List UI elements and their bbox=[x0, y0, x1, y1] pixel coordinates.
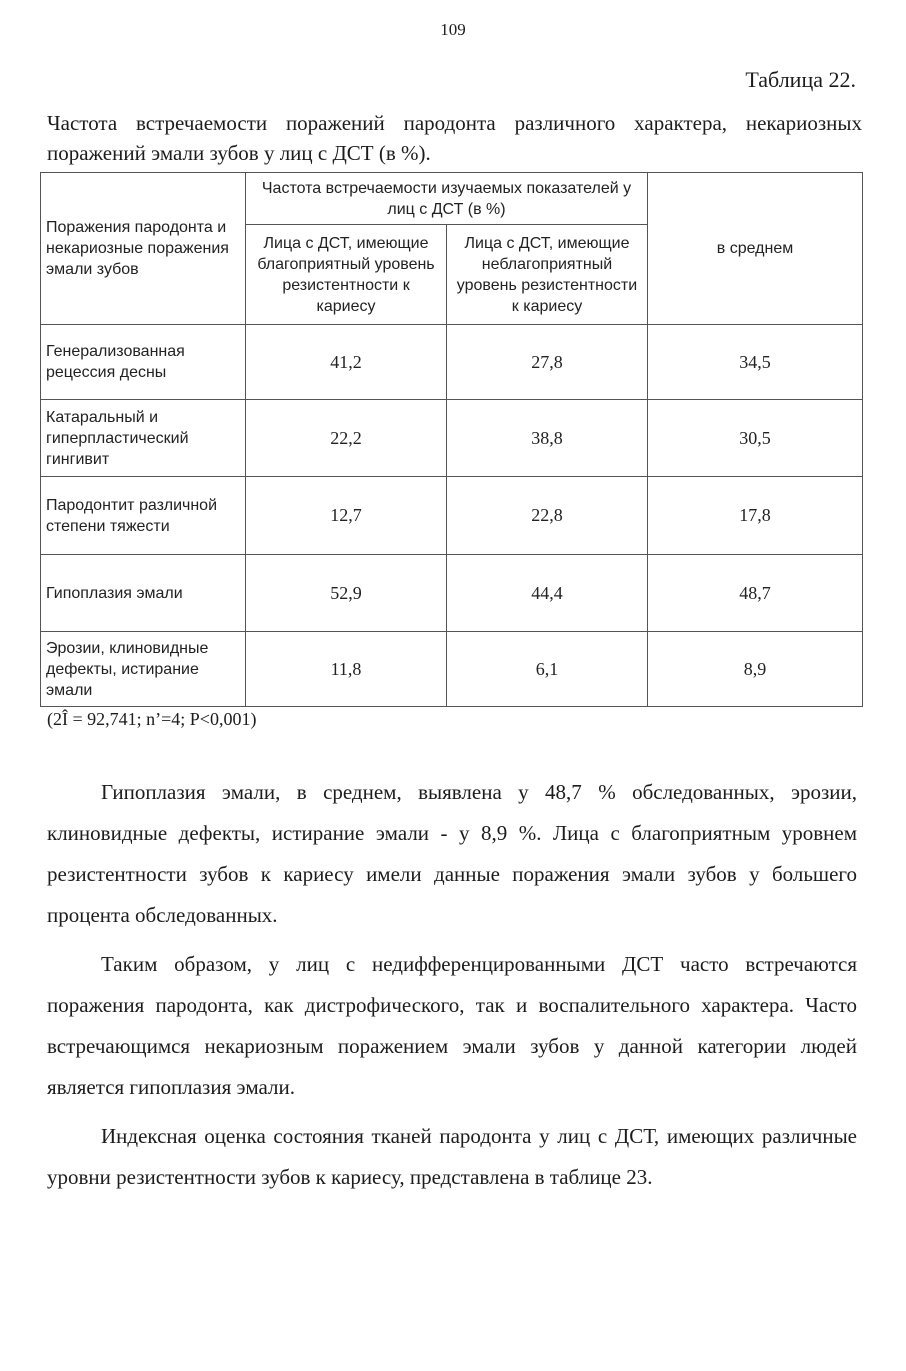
average-value: 48,7 bbox=[648, 555, 863, 632]
unfavorable-value: 38,8 bbox=[447, 400, 648, 477]
average-value: 34,5 bbox=[648, 325, 863, 400]
row-label: Пародонтит различной степени тяжести bbox=[41, 477, 246, 555]
average-value: 30,5 bbox=[648, 400, 863, 477]
favorable-header-cell: Лица с ДСТ, имеющие благоприятный уровень резистентности к кариесу bbox=[246, 225, 447, 325]
paragraph: Индексная оценка состояния тканей пародонта у лиц с ДСТ, имеющих различные уровни резистентности зубов к кариесу, представлена в таблице 23. bbox=[47, 1124, 857, 1189]
table-header-row bbox=[41, 173, 863, 225]
table-row bbox=[41, 325, 863, 400]
row-header-cell: Поражения пародонта и некариозные поражения эмали зубов bbox=[41, 173, 246, 325]
data-table bbox=[40, 172, 863, 707]
favorable-value: 52,9 bbox=[246, 555, 447, 632]
unfavorable-value: 44,4 bbox=[447, 555, 648, 632]
average-value: 17,8 bbox=[648, 477, 863, 555]
table-row bbox=[41, 632, 863, 707]
page-number: 109 bbox=[440, 20, 466, 39]
row-label: Гипоплазия эмали bbox=[41, 555, 246, 632]
row-label: Эрозии, клиновидные дефекты, истирание эмали bbox=[41, 632, 246, 707]
group-header-cell: Частота встречаемости изучаемых показателей у лиц с ДСТ (в %) bbox=[246, 173, 648, 225]
unfavorable-value: 27,8 bbox=[447, 325, 648, 400]
body-text bbox=[47, 772, 857, 1206]
unfavorable-header-cell: Лица с ДСТ, имеющие неблагоприятный уровень резистентности к кариесу bbox=[447, 225, 648, 325]
row-label: Катаральный и гиперпластический гингивит bbox=[41, 400, 246, 477]
paragraph: Таким образом, у лиц с недифференцированными ДСТ часто встречаются поражения пародонта, как дистрофического, так и воспалительного характера. Часто встречающимся некариозным поражением эмали зубов у данной категории людей является гипоплазия эмали. bbox=[47, 952, 857, 1099]
statistics-note: (2Î = 92,741; n’=4; P<0,001) bbox=[47, 709, 257, 729]
favorable-value: 11,8 bbox=[246, 632, 447, 707]
table-row bbox=[41, 555, 863, 632]
average-value: 8,9 bbox=[648, 632, 863, 707]
row-label: Генерализованная рецессия десны bbox=[41, 325, 246, 400]
unfavorable-value: 22,8 bbox=[447, 477, 648, 555]
table-caption: Частота встречаемости поражений пародонта различного характера, некариозных поражений эмали зубов у лиц с ДСТ (в %). bbox=[47, 111, 862, 165]
table-row bbox=[41, 400, 863, 477]
paragraph: Гипоплазия эмали, в среднем, выявлена у 48,7 % обследованных, эрозии, клиновидные дефекты, истирание эмали - у 8,9 %. Лица с благоприятным уровнем резистентности зубов к кариесу имели данные поражения эмали зубов у большего процента обследованных. bbox=[47, 780, 857, 927]
table-label: Таблица 22. bbox=[745, 67, 856, 92]
table-row bbox=[41, 477, 863, 555]
favorable-value: 41,2 bbox=[246, 325, 447, 400]
unfavorable-value: 6,1 bbox=[447, 632, 648, 707]
favorable-value: 12,7 bbox=[246, 477, 447, 555]
favorable-value: 22,2 bbox=[246, 400, 447, 477]
average-header-cell: в среднем bbox=[648, 173, 863, 325]
